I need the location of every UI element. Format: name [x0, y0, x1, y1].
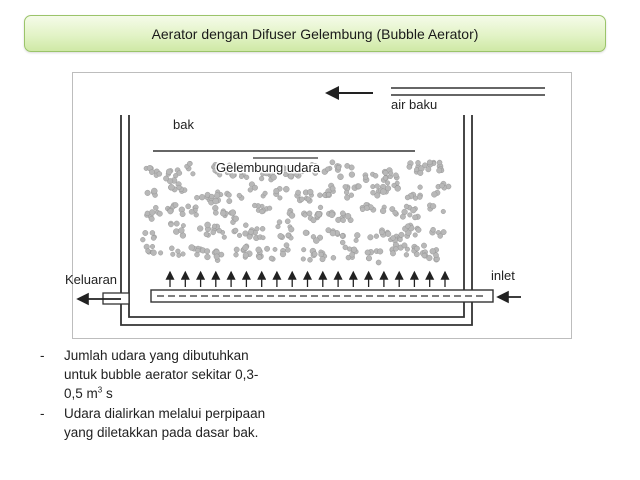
- air-bubble: [414, 246, 419, 251]
- air-bubble: [177, 171, 182, 176]
- air-bubble: [360, 207, 365, 212]
- note-line: Jumlah udara yang dibutuhkan: [64, 348, 249, 363]
- air-bubble: [307, 189, 313, 195]
- air-bubble: [400, 214, 405, 219]
- air-bubble: [340, 240, 345, 245]
- air-bubble: [340, 233, 345, 238]
- air-bubble: [366, 256, 371, 261]
- air-bubble: [316, 211, 322, 217]
- air-bubble: [257, 255, 262, 260]
- air-bubble: [278, 196, 283, 201]
- air-bubble: [329, 212, 335, 218]
- air-bubble: [306, 197, 311, 202]
- air-bubble: [386, 186, 391, 191]
- air-bubble: [260, 209, 265, 214]
- air-bubble: [189, 245, 195, 251]
- air-bubble: [233, 228, 238, 233]
- air-bubble: [271, 174, 277, 180]
- air-bubble: [195, 248, 200, 253]
- air-bubble: [375, 184, 380, 189]
- air-bubble: [157, 171, 162, 176]
- air-bubble: [430, 203, 436, 209]
- air-bubble: [286, 233, 291, 238]
- air-bubble: [431, 227, 436, 232]
- air-bubble: [151, 188, 157, 194]
- label-keluaran: Keluaran: [65, 272, 118, 287]
- air-bubble: [301, 247, 306, 252]
- air-bubble: [149, 216, 154, 221]
- air-bubble: [248, 229, 253, 234]
- air-bubble: [431, 192, 437, 198]
- air-bubble: [150, 230, 155, 235]
- diagram-canvas: [65, 73, 573, 340]
- air-bubble: [354, 232, 360, 238]
- air-bubble: [345, 213, 351, 219]
- air-bubble: [186, 204, 191, 209]
- air-bubble: [393, 173, 398, 178]
- air-bubble: [345, 163, 350, 168]
- air-bubble: [213, 210, 218, 215]
- air-bubble: [269, 256, 274, 261]
- air-bubble: [247, 234, 252, 239]
- air-bubble: [176, 249, 181, 254]
- air-bubble: [179, 228, 185, 234]
- air-bubble: [371, 184, 376, 189]
- air-bubble: [383, 170, 388, 175]
- air-bubble: [230, 210, 236, 216]
- air-bubble: [402, 243, 407, 248]
- air-bubble: [347, 247, 352, 252]
- air-bubble: [243, 223, 248, 228]
- air-bubble: [308, 257, 313, 262]
- air-bubble: [168, 209, 173, 214]
- air-bubble: [383, 176, 388, 181]
- air-bubble: [289, 227, 295, 233]
- air-bubble: [343, 184, 348, 189]
- air-bubble: [330, 160, 335, 165]
- air-bubble: [317, 193, 322, 198]
- air-bubble: [180, 233, 186, 239]
- air-bubble: [194, 212, 199, 217]
- air-bubble: [173, 229, 179, 235]
- air-bubble: [278, 233, 284, 239]
- air-bubble: [252, 203, 257, 208]
- label-inlet: inlet: [491, 268, 515, 283]
- air-bubble: [439, 183, 444, 188]
- air-bubble: [140, 237, 145, 242]
- air-bubble: [365, 250, 370, 255]
- air-bubble: [177, 185, 182, 190]
- air-bubble: [180, 211, 185, 216]
- air-bubble: [399, 232, 404, 237]
- air-bubble: [220, 210, 226, 216]
- air-bubble: [326, 192, 331, 197]
- note-line: [64, 384, 330, 403]
- air-bubble: [421, 243, 426, 248]
- air-bubble: [405, 195, 410, 200]
- air-bubble: [263, 191, 268, 196]
- air-bubble: [301, 257, 306, 262]
- label-bak: bak: [173, 117, 194, 132]
- air-bubble: [416, 227, 421, 232]
- air-bubble: [212, 224, 217, 229]
- air-bubble: [259, 176, 264, 181]
- air-bubble: [204, 232, 209, 237]
- air-bubble: [233, 216, 239, 222]
- air-bubble: [413, 196, 418, 201]
- air-bubble: [336, 217, 342, 223]
- air-bubble: [173, 202, 178, 207]
- air-bubble: [267, 206, 272, 211]
- air-bubble: [312, 252, 317, 257]
- air-bubble: [280, 251, 286, 257]
- air-bubble: [145, 211, 150, 216]
- air-bubble: [349, 193, 354, 198]
- note-line-part: 0,5 m: [64, 386, 98, 401]
- air-bubble: [276, 224, 281, 229]
- air-bubble: [330, 230, 336, 236]
- air-bubble: [181, 252, 186, 257]
- air-bubble: [209, 194, 214, 199]
- air-bubble: [417, 195, 422, 200]
- air-bubble: [283, 186, 289, 192]
- air-bubble: [394, 247, 399, 252]
- note-text: [64, 346, 330, 403]
- air-bubble: [277, 220, 282, 225]
- air-bubble: [433, 253, 438, 258]
- air-bubble: [150, 244, 155, 249]
- air-bubble: [187, 161, 192, 166]
- air-bubble: [284, 243, 289, 248]
- air-bubble: [248, 188, 253, 193]
- air-bubble: [351, 247, 357, 253]
- air-bubble: [336, 165, 341, 170]
- air-bubble: [375, 193, 381, 199]
- air-bubble: [149, 210, 155, 216]
- air-bubble: [407, 164, 412, 169]
- air-bubble: [194, 195, 199, 200]
- note-superscript: 3: [97, 385, 103, 395]
- air-bubble: [303, 230, 309, 236]
- air-bubble: [416, 160, 421, 165]
- air-bubble: [285, 247, 290, 252]
- air-bubble: [151, 236, 156, 241]
- air-bubble: [181, 223, 185, 227]
- air-bubble: [313, 238, 319, 244]
- air-bubble: [377, 249, 383, 255]
- notes-list: [40, 346, 330, 443]
- air-bubble: [273, 247, 277, 251]
- air-bubble: [191, 172, 196, 177]
- air-bubble: [413, 233, 418, 238]
- air-bubble: [405, 224, 410, 229]
- air-bubble: [404, 204, 409, 209]
- air-bubble: [340, 211, 345, 216]
- air-bubble: [422, 253, 427, 258]
- air-bubble: [158, 251, 163, 256]
- air-bubble: [320, 257, 325, 262]
- air-bubble: [319, 252, 324, 257]
- air-bubble: [330, 186, 335, 191]
- air-bubble: [227, 198, 232, 203]
- air-bubble: [418, 170, 423, 175]
- note-item: [40, 346, 330, 403]
- air-bubble: [227, 193, 232, 198]
- air-bubble: [222, 235, 227, 240]
- air-bubble: [311, 218, 316, 223]
- air-bubble: [389, 171, 393, 175]
- air-bubble: [171, 252, 176, 257]
- air-bubble: [437, 160, 442, 165]
- air-bubble: [237, 193, 242, 198]
- air-bubble: [418, 185, 423, 190]
- air-bubble: [410, 207, 416, 213]
- air-bubble: [331, 255, 336, 260]
- note-text: [64, 404, 330, 442]
- air-bubbles: [140, 160, 451, 265]
- air-bubble: [151, 250, 157, 256]
- note-line: yang diletakkan pada dasar bak.: [64, 425, 259, 440]
- air-bubble: [380, 189, 386, 195]
- air-bubble: [438, 234, 443, 239]
- air-bubble: [243, 245, 249, 251]
- air-bubble: [408, 213, 413, 218]
- air-bubble: [205, 249, 210, 254]
- air-bubble: [234, 247, 239, 252]
- air-bubble: [260, 226, 265, 231]
- note-line: Udara dialirkan melalui perpipaan: [64, 406, 266, 421]
- air-bubble: [145, 190, 151, 196]
- air-bubble: [189, 209, 194, 214]
- air-bubble: [234, 252, 239, 257]
- air-bubble: [274, 188, 280, 194]
- air-bubble: [341, 218, 346, 223]
- air-bubble: [338, 174, 344, 180]
- label-air-baku: air baku: [391, 97, 438, 112]
- air-bubble: [166, 169, 172, 175]
- air-bubble: [390, 251, 395, 256]
- air-bubble: [344, 190, 349, 195]
- note-bullet: -: [40, 406, 45, 421]
- air-bubble: [296, 190, 301, 195]
- note-line-part: s: [102, 386, 113, 401]
- note-bullet: -: [40, 348, 45, 363]
- air-bubble: [318, 205, 323, 210]
- air-bubble: [426, 167, 431, 172]
- air-bubble: [211, 230, 216, 235]
- air-bubble: [368, 235, 374, 241]
- air-bubble: [143, 230, 148, 235]
- air-bubble: [163, 176, 168, 181]
- air-bubble: [237, 233, 242, 238]
- air-bubble: [174, 221, 179, 226]
- air-bubble: [199, 194, 205, 200]
- air-bubble: [356, 184, 361, 189]
- air-bubble: [393, 210, 398, 215]
- air-bubble: [376, 260, 381, 265]
- air-bubble: [243, 253, 249, 259]
- air-bubble: [177, 253, 181, 257]
- air-bubble: [391, 236, 396, 241]
- air-bubble: [289, 213, 295, 219]
- air-bubble: [213, 198, 219, 204]
- air-bubble: [441, 209, 446, 214]
- air-bubble: [169, 184, 175, 190]
- note-item: [40, 404, 330, 442]
- air-bubble: [307, 211, 312, 216]
- air-bubble: [385, 181, 390, 186]
- air-bubble: [373, 173, 378, 178]
- air-bubble: [285, 219, 290, 224]
- air-bubble: [146, 249, 151, 254]
- air-bubble: [349, 172, 355, 178]
- slide-title-box: [24, 15, 606, 52]
- slide-title: Aerator dengan Difuser Gelembung (Bubble Aerator): [151, 25, 479, 42]
- air-bubble: [264, 246, 269, 251]
- air-bubble: [169, 222, 174, 227]
- air-bubble: [437, 168, 442, 173]
- air-bubble: [157, 211, 162, 216]
- air-bubble: [395, 186, 401, 192]
- aerator-diagram: [65, 72, 572, 339]
- air-bubble: [427, 160, 432, 165]
- air-bubble: [205, 254, 211, 260]
- air-bubble: [169, 246, 174, 251]
- air-bubble: [153, 205, 158, 210]
- air-bubble: [325, 167, 330, 172]
- air-bubble: [214, 254, 220, 260]
- air-bubble: [380, 208, 386, 214]
- air-bubble: [363, 175, 368, 180]
- air-bubble: [244, 175, 249, 180]
- air-bubble: [256, 247, 262, 253]
- air-bubble: [149, 170, 154, 175]
- air-bubble: [412, 215, 417, 220]
- air-bubble: [350, 252, 355, 257]
- air-bubble: [300, 197, 305, 202]
- air-bubble: [261, 236, 265, 240]
- air-bubble: [374, 234, 379, 239]
- label-gelembung-udara: Gelembung udara: [216, 160, 321, 175]
- air-bubble: [379, 230, 384, 235]
- air-bubble: [205, 222, 211, 228]
- air-bubble: [398, 237, 403, 242]
- air-bubble: [385, 231, 391, 237]
- note-line: untuk bubble aerator sekitar 0,3-: [64, 367, 259, 382]
- diffuser-arrows: [170, 272, 445, 287]
- air-bubble: [252, 185, 257, 190]
- air-bubble: [404, 252, 409, 257]
- air-bubble: [197, 226, 203, 232]
- air-bubble: [214, 193, 220, 199]
- air-bubble: [354, 238, 359, 243]
